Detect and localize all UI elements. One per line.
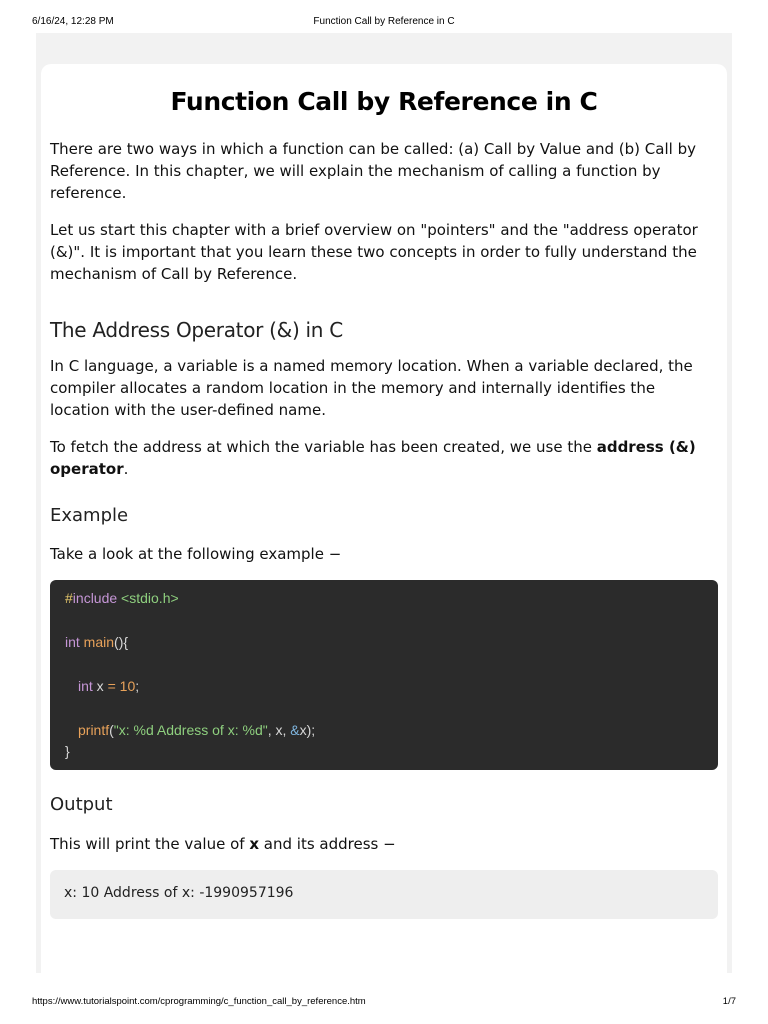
output-intro-end: and its address − bbox=[259, 835, 396, 853]
section-paragraph-2-end: . bbox=[123, 460, 129, 478]
code-open-paren: ( bbox=[109, 722, 114, 738]
page-title: Function Call by Reference in C bbox=[170, 87, 598, 116]
code-line-4 bbox=[78, 721, 315, 739]
code-semicolon: ; bbox=[135, 678, 140, 694]
code-int-keyword: int bbox=[65, 634, 80, 650]
print-header bbox=[32, 16, 736, 30]
code-int-keyword: int bbox=[78, 678, 93, 694]
output-intro bbox=[50, 833, 718, 855]
code-variable-x: x bbox=[92, 678, 108, 694]
code-include-keyword: include bbox=[72, 590, 118, 606]
example-heading: Example bbox=[50, 505, 129, 526]
address-operator-bold: address (&) operator bbox=[50, 438, 696, 478]
output-heading: Output bbox=[50, 794, 113, 815]
output-intro-container bbox=[50, 833, 718, 855]
code-block[interactable] bbox=[50, 580, 718, 770]
print-datetime: 6/16/24, 12:28 PM bbox=[32, 16, 114, 27]
section-heading-container bbox=[50, 317, 718, 343]
section-paragraph-2-text: To fetch the address at which the variable has been created, we use the bbox=[50, 438, 597, 456]
code-printf-function: printf bbox=[78, 722, 110, 738]
code-main-function: main bbox=[79, 634, 115, 650]
intro-paragraph-2-container bbox=[50, 219, 718, 285]
intro-paragraph-2: Let us start this chapter with a brief overview on "pointers" and the "address operator (&)". It is important that you learn these two concepts in order to fully understand the mechanism of Call by Reference. bbox=[50, 221, 698, 283]
code-number-literal: 10 bbox=[115, 678, 136, 694]
section-paragraph-2 bbox=[50, 436, 718, 480]
example-intro-container bbox=[50, 543, 718, 565]
intro-paragraph-1: There are two ways in which a function can be called: (a) Call by Value and (b) Call by Reference. In this chapter, we will explain the mechanism of calling a function by reference. bbox=[50, 140, 696, 202]
code-assign-operator: = bbox=[107, 678, 116, 694]
code-header-name: <stdio.h> bbox=[117, 590, 179, 606]
code-address-operator: & bbox=[290, 722, 300, 738]
code-args-end: x); bbox=[299, 722, 316, 738]
code-line-1 bbox=[65, 589, 179, 607]
output-intro-bold-x: x bbox=[249, 835, 260, 853]
print-doc-title: Function Call by Reference in C bbox=[313, 16, 455, 27]
example-intro: Take a look at the following example − bbox=[50, 545, 342, 563]
code-line-5 bbox=[65, 742, 70, 760]
section-paragraph-1-container bbox=[50, 355, 718, 421]
print-url[interactable]: https://www.tutorialspoint.com/cprogramming/c_function_call_by_reference.htm bbox=[32, 996, 366, 1007]
print-page-number: 1/7 bbox=[722, 996, 736, 1007]
output-intro-text: This will print the value of bbox=[50, 835, 250, 853]
section-paragraph-1: In C language, a variable is a named memory location. When a variable declared, the compiler allocates a random location in the memory and internally identifies the location with the user-defined name. bbox=[50, 357, 693, 419]
code-line-3 bbox=[78, 677, 139, 695]
code-args: , x, bbox=[267, 722, 291, 738]
intro-paragraph-1-container bbox=[50, 138, 718, 204]
section-heading: The Address Operator (&) in C bbox=[50, 318, 343, 342]
output-block[interactable] bbox=[50, 870, 718, 919]
code-closing-brace: } bbox=[65, 743, 70, 759]
example-heading-container bbox=[50, 504, 718, 528]
output-heading-container bbox=[50, 793, 718, 817]
code-hash: # bbox=[65, 590, 73, 606]
print-footer bbox=[32, 996, 736, 1010]
section-paragraph-2-container bbox=[50, 436, 718, 480]
code-line-2 bbox=[65, 633, 128, 651]
output-text: x: 10 Address of x: -1990957196 bbox=[64, 885, 294, 901]
code-main-parens: (){ bbox=[114, 634, 129, 650]
code-format-string: "x: %d Address of x: %d" bbox=[113, 722, 268, 738]
